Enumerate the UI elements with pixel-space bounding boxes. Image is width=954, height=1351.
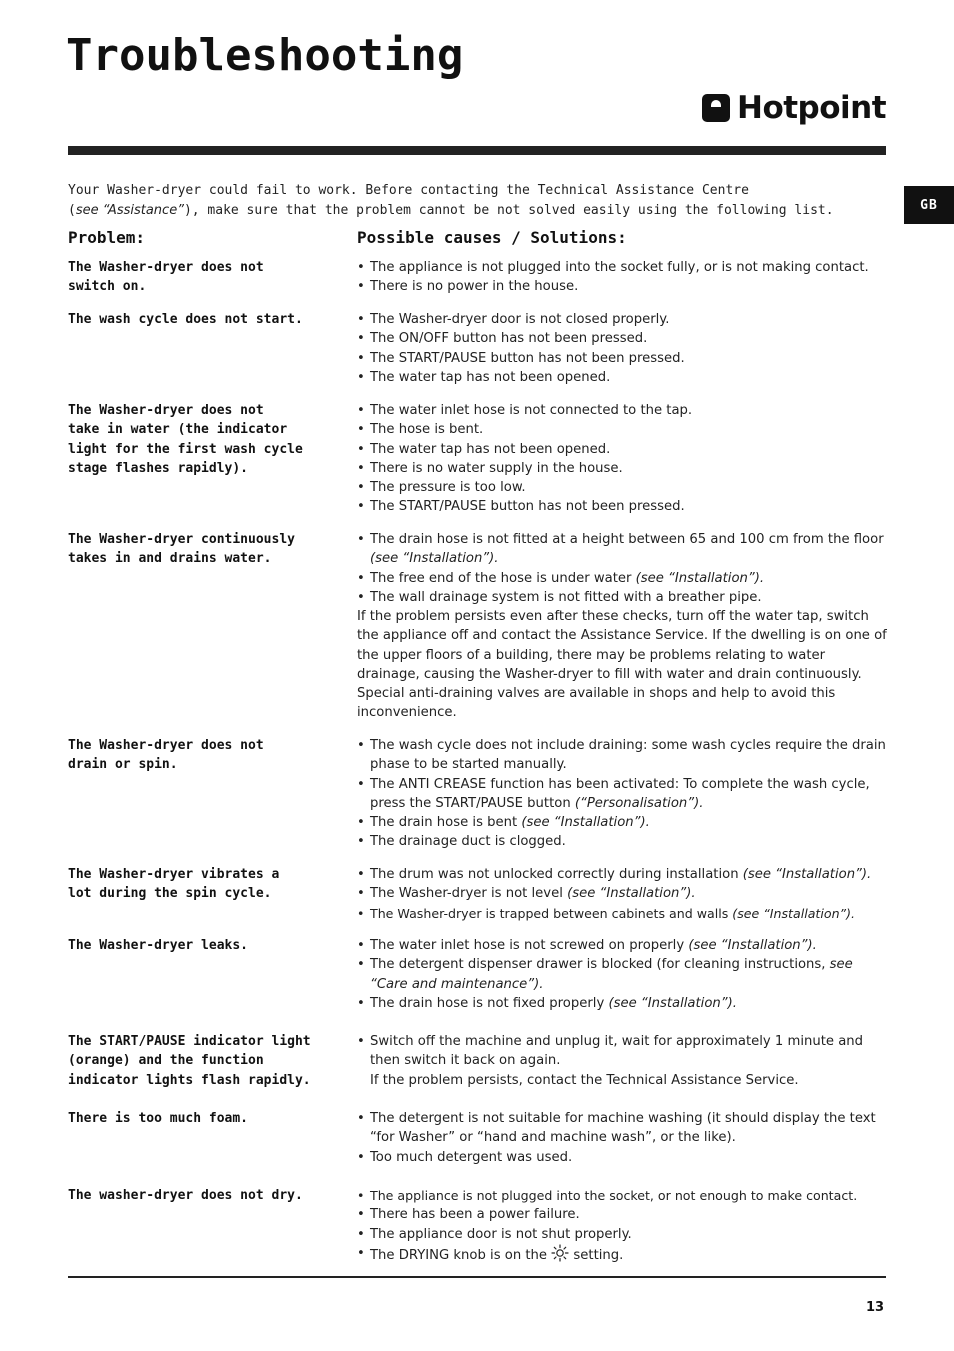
page-number: 13	[866, 1300, 885, 1315]
language-tab: GB	[904, 186, 954, 224]
solution-item: • The appliance is not plugged into the socket fully, or is not making contact.	[357, 258, 887, 277]
solution-list	[357, 401, 887, 517]
solution-item: • There has been a power failure.	[357, 1205, 887, 1224]
problem-text: There is too much foam.	[68, 1111, 249, 1126]
solution-item: • The water inlet hose is not screwed on properly (see “Installation”).	[357, 936, 887, 955]
solution-item: • The appliance is not plugged into the socket, or not enough to make contact.	[357, 1186, 887, 1205]
solution-list	[357, 530, 887, 607]
intro-line-2: ), make sure that the problem cannot be not solved easily using the following list.	[183, 203, 834, 218]
solution-item: • The appliance door is not shut properly.	[357, 1225, 887, 1244]
solution-item: • The pressure is too low.	[357, 478, 887, 497]
solution-item: • The ANTI CREASE function has been activated: To complete the wash cycle, press the START/PAUSE button (“Personalisation”).	[357, 775, 887, 814]
intro-ref-open: (	[68, 203, 76, 218]
installation-reference: (see “Installation”).	[608, 995, 737, 1011]
intro-paragraph	[68, 181, 868, 221]
brand-name: Hotpoint	[737, 90, 887, 126]
problem-text: The washer-dryer does not dry.	[68, 1188, 303, 1203]
causes-column-heading: Possible causes / Solutions:	[357, 228, 627, 247]
solution-list	[357, 865, 887, 923]
page-title: Troubleshooting	[66, 30, 464, 81]
solution-list	[357, 1109, 887, 1167]
problem-text: The Washer-dryer leaks.	[68, 938, 249, 953]
solution-item: • The Washer-dryer is trapped between cabinets and walls (see “Installation”).	[357, 904, 887, 923]
solution-item: • There is no power in the house.	[357, 277, 887, 296]
solution-item: • The Washer-dryer is not level (see “Installation”).	[357, 884, 887, 903]
installation-reference: (see “Installation”).	[567, 886, 696, 902]
solution-item: • The START/PAUSE button has not been pressed.	[357, 497, 887, 516]
solution-item: • The hose is bent.	[357, 420, 887, 439]
personalisation-reference: (“Personalisation”).	[574, 795, 704, 811]
solution-list	[357, 736, 887, 852]
solution-item: • The START/PAUSE button has not been pressed.	[357, 349, 887, 368]
solution-item: • The water tap has not been opened.	[357, 368, 887, 387]
solution-list	[357, 1032, 887, 1071]
solution-item: • The detergent is not suitable for machine washing (it should display the text “for Washer” or “hand and machine wash”, or the like).	[357, 1109, 887, 1148]
problem-text: The Washer-dryer does not drain or spin.	[68, 738, 264, 773]
solution-item: • The drain hose is bent (see “Installation”).	[357, 813, 887, 832]
solution-item: • The water inlet hose is not connected to the tap.	[357, 401, 887, 420]
solution-item: • The drain hose is not fitted at a height between 65 and 100 cm from the floor (see “Installation”).	[357, 530, 887, 569]
solution-list	[357, 258, 887, 297]
problem-column-heading: Problem:	[68, 228, 146, 247]
solution-item: • The drum was not unlocked correctly during installation (see “Installation”).	[357, 865, 887, 884]
solution-item: • Too much detergent was used.	[357, 1148, 887, 1167]
installation-reference: (see “Installation”).	[742, 867, 872, 882]
solution-item: • The detergent dispenser drawer is blocked (for cleaning instructions, see “Care and maintenance”).	[357, 955, 887, 994]
care-reference: see “Care and maintenance”).	[370, 957, 853, 992]
installation-reference: (see “Installation”).	[635, 570, 765, 586]
problem-text: The wash cycle does not start.	[68, 312, 303, 327]
solution-item: • The DRYING knob is on the setting.	[357, 1244, 887, 1265]
problem-text: The Washer-dryer vibrates a lot during the spin cycle.	[68, 867, 280, 902]
solution-item: • There is no water supply in the house.	[357, 459, 887, 478]
solution-item: • The wall drainage system is not fitted with a breather pipe.	[357, 588, 887, 607]
intro-reference: see “Assistance”	[75, 203, 184, 218]
solution-list	[357, 1186, 887, 1265]
solution-item: • The drain hose is not fixed properly (see “Installation”).	[357, 994, 887, 1013]
installation-reference: (see “Installation”).	[370, 551, 499, 567]
footer-divider	[68, 1276, 886, 1278]
installation-reference: (see “Installation”).	[521, 815, 650, 831]
solution-item: • Switch off the machine and unplug it, wait for approximately 1 minute and then switch it back on again.	[357, 1032, 887, 1071]
solution-item: • The Washer-dryer door is not closed properly.	[357, 310, 887, 329]
solution-list	[357, 936, 887, 1013]
solution-item: • The wash cycle does not include draining: some wash cycles require the drain phase to be started manually.	[357, 736, 887, 775]
brand-mark-icon	[702, 94, 730, 122]
sun-icon	[551, 1244, 569, 1262]
installation-reference: (see “Installation”).	[732, 905, 855, 921]
solution-item: • The ON/OFF button has not been pressed.	[357, 329, 887, 348]
solution-item: • The drainage duct is clogged.	[357, 832, 887, 851]
solution-item: • The free end of the hose is under water (see “Installation”).	[357, 569, 887, 588]
problem-text: The START/PAUSE indicator light (orange) and the function indicator lights flash rapidly.	[68, 1034, 311, 1088]
brand-logo	[702, 88, 886, 128]
solution-item: • The water tap has not been opened.	[357, 440, 887, 459]
problem-text: The Washer-dryer does not take in water (the indicator light for the first wash cycle stage flashes rapidly).	[68, 403, 303, 476]
solution-note: If the problem persists even after these checks, turn off the water tap, switch the appliance off and contact the Assistance Service. If the dwelling is on one of the upper floors of a building, there may be problems relating to water drainage, causing the Washer-dryer to fill with water and drain continuously. Special anti-draining valves are available in shops and help to avoid this inconvenience.	[357, 609, 887, 721]
problem-text: The Washer-dryer continuously takes in and drains water.	[68, 532, 295, 567]
installation-reference: (see “Installation”).	[688, 938, 817, 953]
solution-note: If the problem persists, contact the Technical Assistance Service.	[370, 1073, 799, 1088]
problem-text: The Washer-dryer does not switch on.	[68, 260, 264, 295]
solution-list	[357, 310, 887, 387]
intro-line-1: Your Washer-dryer could fail to work. Before contacting the Technical Assistance Centre	[68, 183, 749, 198]
header-divider	[68, 146, 886, 155]
